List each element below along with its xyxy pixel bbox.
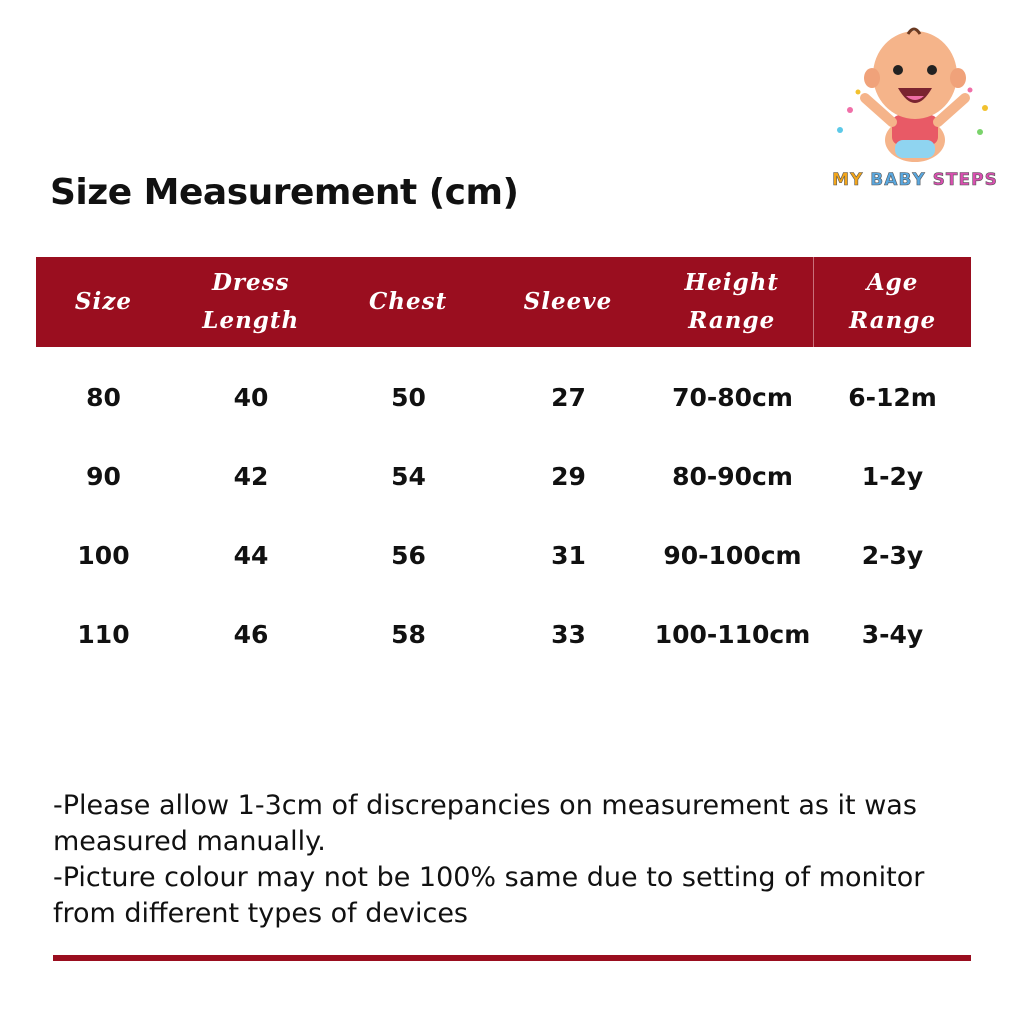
column-header bbox=[813, 257, 971, 347]
column-header bbox=[486, 257, 651, 347]
table-cell: 90 bbox=[86, 462, 121, 491]
note-text: -Picture colour may not be 100% same due to setting of monitor from different types of devices bbox=[53, 862, 925, 929]
table-cell: 46 bbox=[233, 620, 269, 649]
logo-letter: S bbox=[932, 170, 946, 190]
logo-letter: Y bbox=[912, 170, 926, 190]
table-header bbox=[36, 257, 971, 347]
table-cell: 1-2y bbox=[861, 462, 924, 491]
logo-letter bbox=[863, 170, 870, 190]
column-header-line: Age bbox=[866, 269, 919, 296]
table-cell: 56 bbox=[391, 541, 426, 570]
column-header-line: Range bbox=[849, 307, 937, 334]
table-body bbox=[36, 358, 971, 674]
column-header-line: Dress bbox=[211, 269, 290, 296]
notes bbox=[53, 788, 953, 932]
table-cell: 80-90cm bbox=[672, 462, 793, 491]
logo-letter: B bbox=[870, 170, 885, 190]
column-header bbox=[650, 257, 813, 347]
table-cell: 29 bbox=[551, 462, 586, 491]
logo-letter: Y bbox=[850, 170, 864, 190]
column-header-line: Sleeve bbox=[523, 288, 613, 315]
table-row bbox=[36, 595, 971, 674]
column-header-line: Range bbox=[688, 307, 776, 334]
logo-letter bbox=[926, 170, 933, 190]
column-header-line: Height bbox=[684, 269, 780, 296]
logo-letter: T bbox=[945, 170, 959, 190]
table-cell: 42 bbox=[233, 462, 269, 491]
table-cell: 27 bbox=[551, 383, 586, 412]
table-cell: 70-80cm bbox=[672, 383, 793, 412]
table-cell: 50 bbox=[391, 383, 426, 412]
brand-name bbox=[820, 170, 1010, 190]
column-header bbox=[331, 257, 486, 347]
brand-logo bbox=[820, 20, 1010, 200]
table-row bbox=[36, 516, 971, 595]
table-cell: 100-110cm bbox=[654, 620, 811, 649]
table-cell: 100 bbox=[77, 541, 130, 570]
logo-letter: P bbox=[971, 170, 985, 190]
note-text: -Please allow 1-3cm of discrepancies on measurement as it was measured manually. bbox=[53, 790, 917, 857]
table-cell: 2-3y bbox=[861, 541, 924, 570]
table-cell: 3-4y bbox=[861, 620, 924, 649]
column-header bbox=[171, 257, 331, 347]
table-cell: 54 bbox=[391, 462, 426, 491]
column-header-line: Size bbox=[74, 288, 132, 315]
column-header-line: Length bbox=[202, 307, 300, 334]
page-title: Size Measurement (cm) bbox=[50, 172, 519, 213]
table-cell: 44 bbox=[233, 541, 269, 570]
table-cell: 58 bbox=[391, 620, 426, 649]
table-row bbox=[36, 437, 971, 516]
table-cell: 6-12m bbox=[848, 383, 937, 412]
table-cell: 90-100cm bbox=[663, 541, 802, 570]
logo-letter: A bbox=[884, 170, 899, 190]
table-cell: 33 bbox=[551, 620, 586, 649]
table-row bbox=[36, 358, 971, 437]
column-header bbox=[36, 257, 171, 347]
table-cell: 40 bbox=[233, 383, 269, 412]
table-cell: 110 bbox=[77, 620, 130, 649]
logo-letter: M bbox=[832, 170, 851, 190]
logo-letter: B bbox=[898, 170, 913, 190]
table-cell: 80 bbox=[86, 383, 121, 412]
logo-letter: S bbox=[984, 170, 998, 190]
column-header-line: Chest bbox=[368, 288, 448, 315]
table-cell: 31 bbox=[551, 541, 586, 570]
bottom-divider bbox=[53, 955, 971, 961]
baby-mascot-icon bbox=[820, 20, 1010, 170]
logo-letter: E bbox=[958, 170, 972, 190]
